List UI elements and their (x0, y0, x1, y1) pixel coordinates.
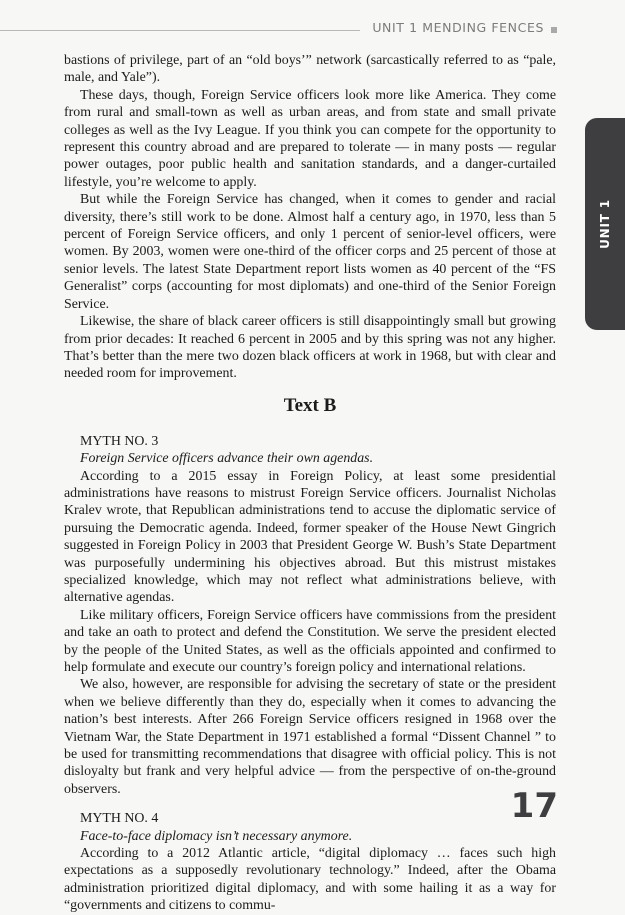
intro-paragraph: Likewise, the share of black career officers is still disappointingly small but growing from prior decades: It reached 6 percent in 2005 and by this spring was not any higher. That’s better than the mere two dozen black officers at work in 1968, but with clear and needed room for improvement. (64, 314, 556, 382)
header-rule (0, 30, 360, 31)
myth-3-title: MYTH NO. 3 (80, 433, 159, 449)
unit-thumb-tab (585, 118, 625, 330)
myth-4-paragraph: According to a 2012 Atlantic article, “digital diplomacy … faces such high expectations as a supposedly revolutionary technology.” Indeed, after the Obama administration prioritized digital diplomacy, and with some hailing it as a way for “governments and citizens to commu- (64, 846, 556, 914)
section-gap (64, 798, 556, 810)
page-body (64, 52, 556, 915)
myth-4-title: MYTH NO. 4 (80, 811, 159, 827)
running-head-title: UNIT 1 MENDING FENCES (372, 20, 544, 35)
intro-paragraph: These days, though, Foreign Service officers look more like America. They come from rural and small-town as well as urban areas, and from state and small private colleges as well as the Ivy League. If you think you can compete for the opportunity to represent this country abroad and are prepared to tolerate — in many posts — regular power outages, poor public health and sanitation standards, and a danger-curtailed lifestyle, you’re welcome to apply. (64, 87, 556, 190)
page-number: 17 (510, 786, 558, 826)
header-square-icon (551, 27, 557, 33)
section-heading: Text B (283, 394, 337, 416)
myth-3-subtitle: Foreign Service officers advance their own agendas. (80, 451, 374, 467)
myth-4-subtitle: Face-to-face diplomacy isn’t necessary anymore. (80, 828, 353, 844)
intro-paragraph: But while the Foreign Service has changed, when it comes to gender and racial diversity, there’s still work to be done. Almost half a century ago, in 1970, less than 5 percent of Foreign Service officers, and only 1 percent of senior-level officers, were women. By 2003, women were one-third of the officer corps and 25 percent of those at senior levels. The latest State Department report lists women as 40 percent of the “FS Generalist” corps (accounting for most diplomats) and one-third of the Senior Foreign Service. (64, 192, 556, 312)
myth-3-paragraph: According to a 2015 essay in Foreign Policy, at least some presidential administrations have reasons to mistrust Foreign Service officers. Journalist Nicholas Kralev wrote, that Republican administrations tend to accuse the diplomatic service of pursuing the Democratic agenda. Indeed, former speaker of the House Newt Gingrich suggested in Foreign Policy in 2003 that President George W. Bush’s State Department was purposefully undermining his objectives abroad. But this mistrust mistakes specialized knowledge, which may not reflect what administrations believe, with alternative agendas. (64, 468, 556, 606)
unit-tab-label: UNIT 1 (598, 199, 612, 249)
myth-3-paragraph: We also, however, are responsible for advising the secretary of state or the president when we believe differently than they do, especially when it comes to advancing the nation’s best interests. After 266 Foreign Service officers resigned in 1968 over the Vietnam War, the State Department in 1971 established a formal “Dissent Channel ” to be used for transmitting recommendations that disagree with official policy. This is not disloyalty but frank and very helpful advice — from the perspective of on-the-ground observers. (64, 677, 556, 797)
intro-paragraph: bastions of privilege, part of an “old boys’” network (sarcastically referred to as “pale, male, and Yale”). (64, 53, 556, 86)
running-head (0, 20, 625, 40)
myth-3-paragraph: Like military officers, Foreign Service officers have commissions from the president and take an oath to protect and defend the Constitution. We serve the president elected by the people of the United States, as well as the officials appointed and confirmed to help formulate and execute our country’s foreign policy and international relations. (64, 607, 556, 675)
